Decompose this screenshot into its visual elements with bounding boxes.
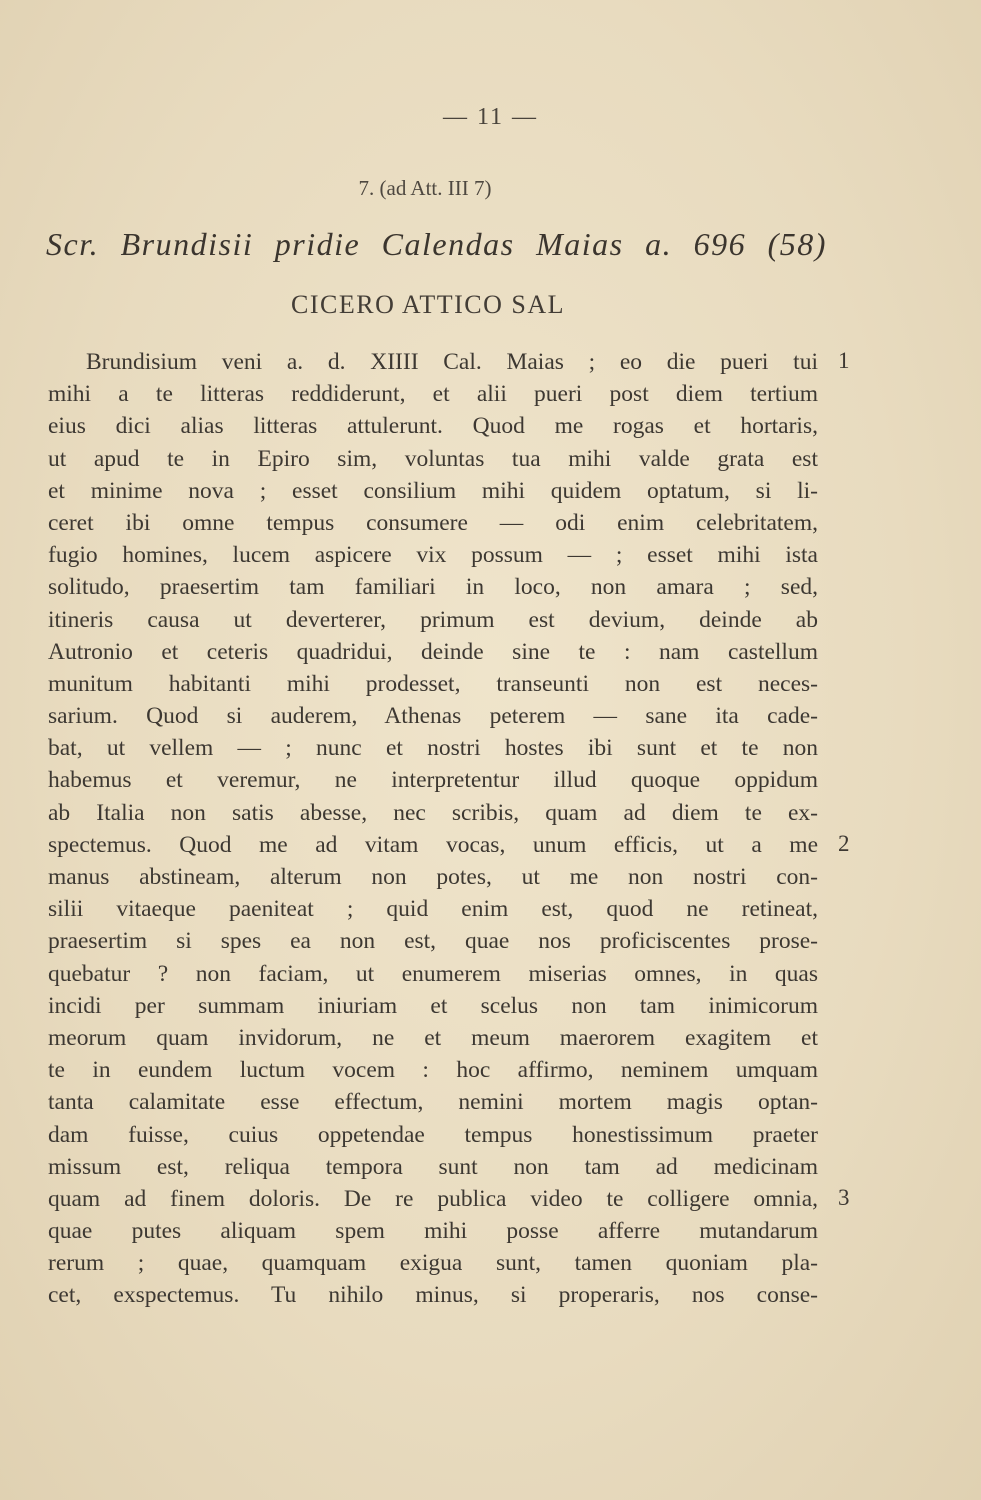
text-line: te in eundem luctum vocem : hoc affirmo, neminem umquam	[48, 1057, 818, 1084]
text-line: ceret ibi omne tempus consumere — odi enim celebritatem,	[48, 509, 818, 536]
text-line: incidi per summam iniuriam et scelus non tam inimicorum	[48, 992, 818, 1019]
text-line: spectemus. Quod me ad vitam vocas, unum efficis, ut a me	[48, 831, 818, 858]
dateline: Scr. Brundisii pridie Calendas Maias a. 696 (58)	[46, 226, 827, 262]
letter-reference: 7. (ad Att. III 7)	[358, 176, 492, 200]
text-line: quam ad finem doloris. De re publica video te colligere omnia,	[48, 1185, 818, 1212]
text-line: itineris causa ut deverterer, primum est devium, deinde ab	[48, 606, 818, 633]
text-line: tanta calamitate esse effectum, nemini mortem magis optan-	[48, 1089, 818, 1116]
text-line: fugio homines, lucem aspicere vix possum — ; esset mihi ista	[48, 542, 818, 569]
text-line: sarium. Quod si auderem, Athenas peterem — sane ita cade-	[48, 703, 818, 730]
page-number: — 11 —	[442, 104, 539, 130]
text-line: eius dici alias litteras attulerunt. Quod me rogas et hortaris,	[48, 413, 818, 440]
text-line: meorum quam invidorum, ne et meum maerorem exagitem et	[48, 1024, 818, 1051]
text-line: habemus et veremur, ne interpretentur illud quoque oppidum	[48, 767, 818, 794]
text-line: Brundisium veni a. d. XIIII Cal. Maias ; eo die pueri tui	[86, 349, 818, 375]
text-line: munitum habitanti mihi prodesset, transeunti non est neces-	[48, 670, 818, 697]
text-line: manus abstineam, alterum non potes, ut me non nostri con-	[48, 864, 818, 890]
text-line: quebatur ? non faciam, ut enumerem miserias omnes, in quas	[48, 960, 818, 987]
text-line: quae putes aliquam spem mihi posse afferre mutandarum	[48, 1218, 818, 1245]
letter-body	[48, 346, 818, 1312]
text-line: et minime nova ; esset consilium mihi quidem optatum, si li-	[48, 477, 818, 504]
text-line: solitudo, praesertim tam familiari in loco, non amara ; sed,	[48, 574, 818, 601]
text-line: ab Italia non satis abesse, nec scribis, quam ad diem te ex-	[48, 799, 818, 826]
text-line: dam fuisse, cuius oppetendae tempus honestissimum praeter	[48, 1121, 818, 1148]
text-line: silii vitaeque paeniteat ; quid enim est, quod ne retineat,	[48, 896, 818, 923]
text-line: cet, exspectemus. Tu nihilo minus, si properaris, nos conse-	[48, 1282, 818, 1309]
section-number-3: 3	[838, 1185, 850, 1210]
text-line: rerum ; quae, quamquam exigua sunt, tamen quoniam pla-	[48, 1250, 818, 1277]
text-line: mihi a te litteras reddiderunt, et alii pueri post diem tertium	[48, 381, 818, 408]
text-line: missum est, reliqua tempora sunt non tam ad medicinam	[48, 1153, 818, 1180]
text-line: ut apud te in Epiro sim, voluntas tua mihi valde grata est	[48, 445, 818, 472]
section-number-1: 1	[838, 348, 850, 373]
text-line: praesertim si spes ea non est, quae nos proficiscentes prose-	[48, 928, 818, 955]
text-line: bat, ut vellem — ; nunc et nostri hostes ibi sunt et te non	[48, 735, 818, 762]
salutation-heading: CICERO ATTICO SAL	[291, 290, 565, 319]
section-number-2: 2	[838, 831, 850, 856]
text-line: Autronio et ceteris quadridui, deinde sine te : nam castellum	[48, 638, 818, 665]
